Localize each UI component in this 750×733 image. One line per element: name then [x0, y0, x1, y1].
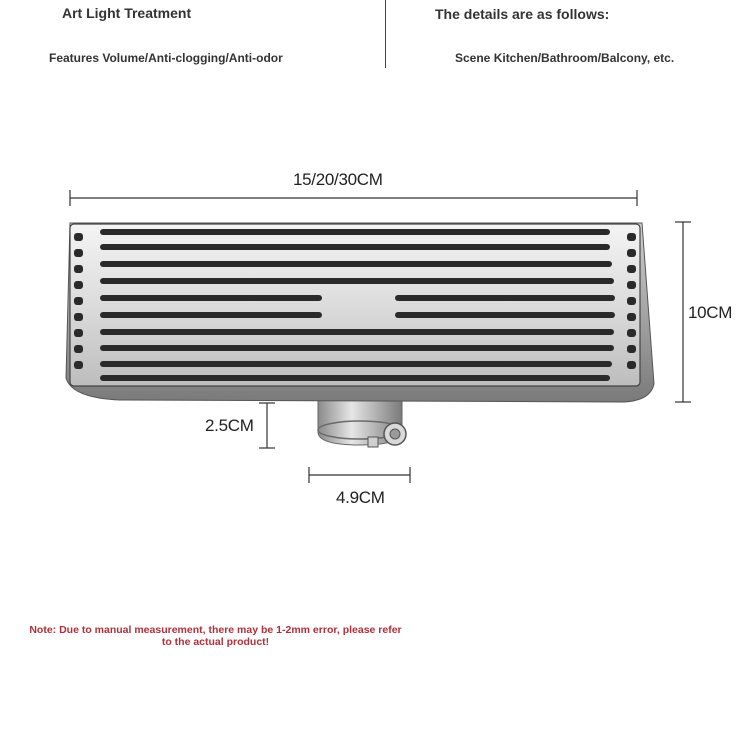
drain-left-edge — [74, 233, 83, 369]
depth-dimension-line — [259, 403, 275, 448]
header-right-title: The details are as follows: — [435, 6, 610, 22]
header-right-subtitle: Scene Kitchen/Bathroom/Balcony, etc. — [455, 51, 675, 65]
measurement-note: Note: Due to manual measurement, there may be 1-2mm error, please refer to the actual product! — [29, 624, 402, 648]
outlet-label: 4.9CM — [336, 488, 385, 507]
outlet-dimension-line — [309, 467, 410, 483]
drain-right-edge — [627, 233, 636, 369]
header-left-subtitle: Features Volume/Anti-clogging/Anti-odor — [49, 51, 283, 65]
height-label: 10CM — [688, 303, 733, 322]
width-dimension-line — [70, 190, 637, 206]
header-left-title: Art Light Treatment — [62, 5, 192, 21]
depth-label: 2.5CM — [205, 416, 254, 435]
drain-outlet-pipe — [318, 400, 406, 447]
width-label: 15/20/30CM — [293, 170, 383, 189]
